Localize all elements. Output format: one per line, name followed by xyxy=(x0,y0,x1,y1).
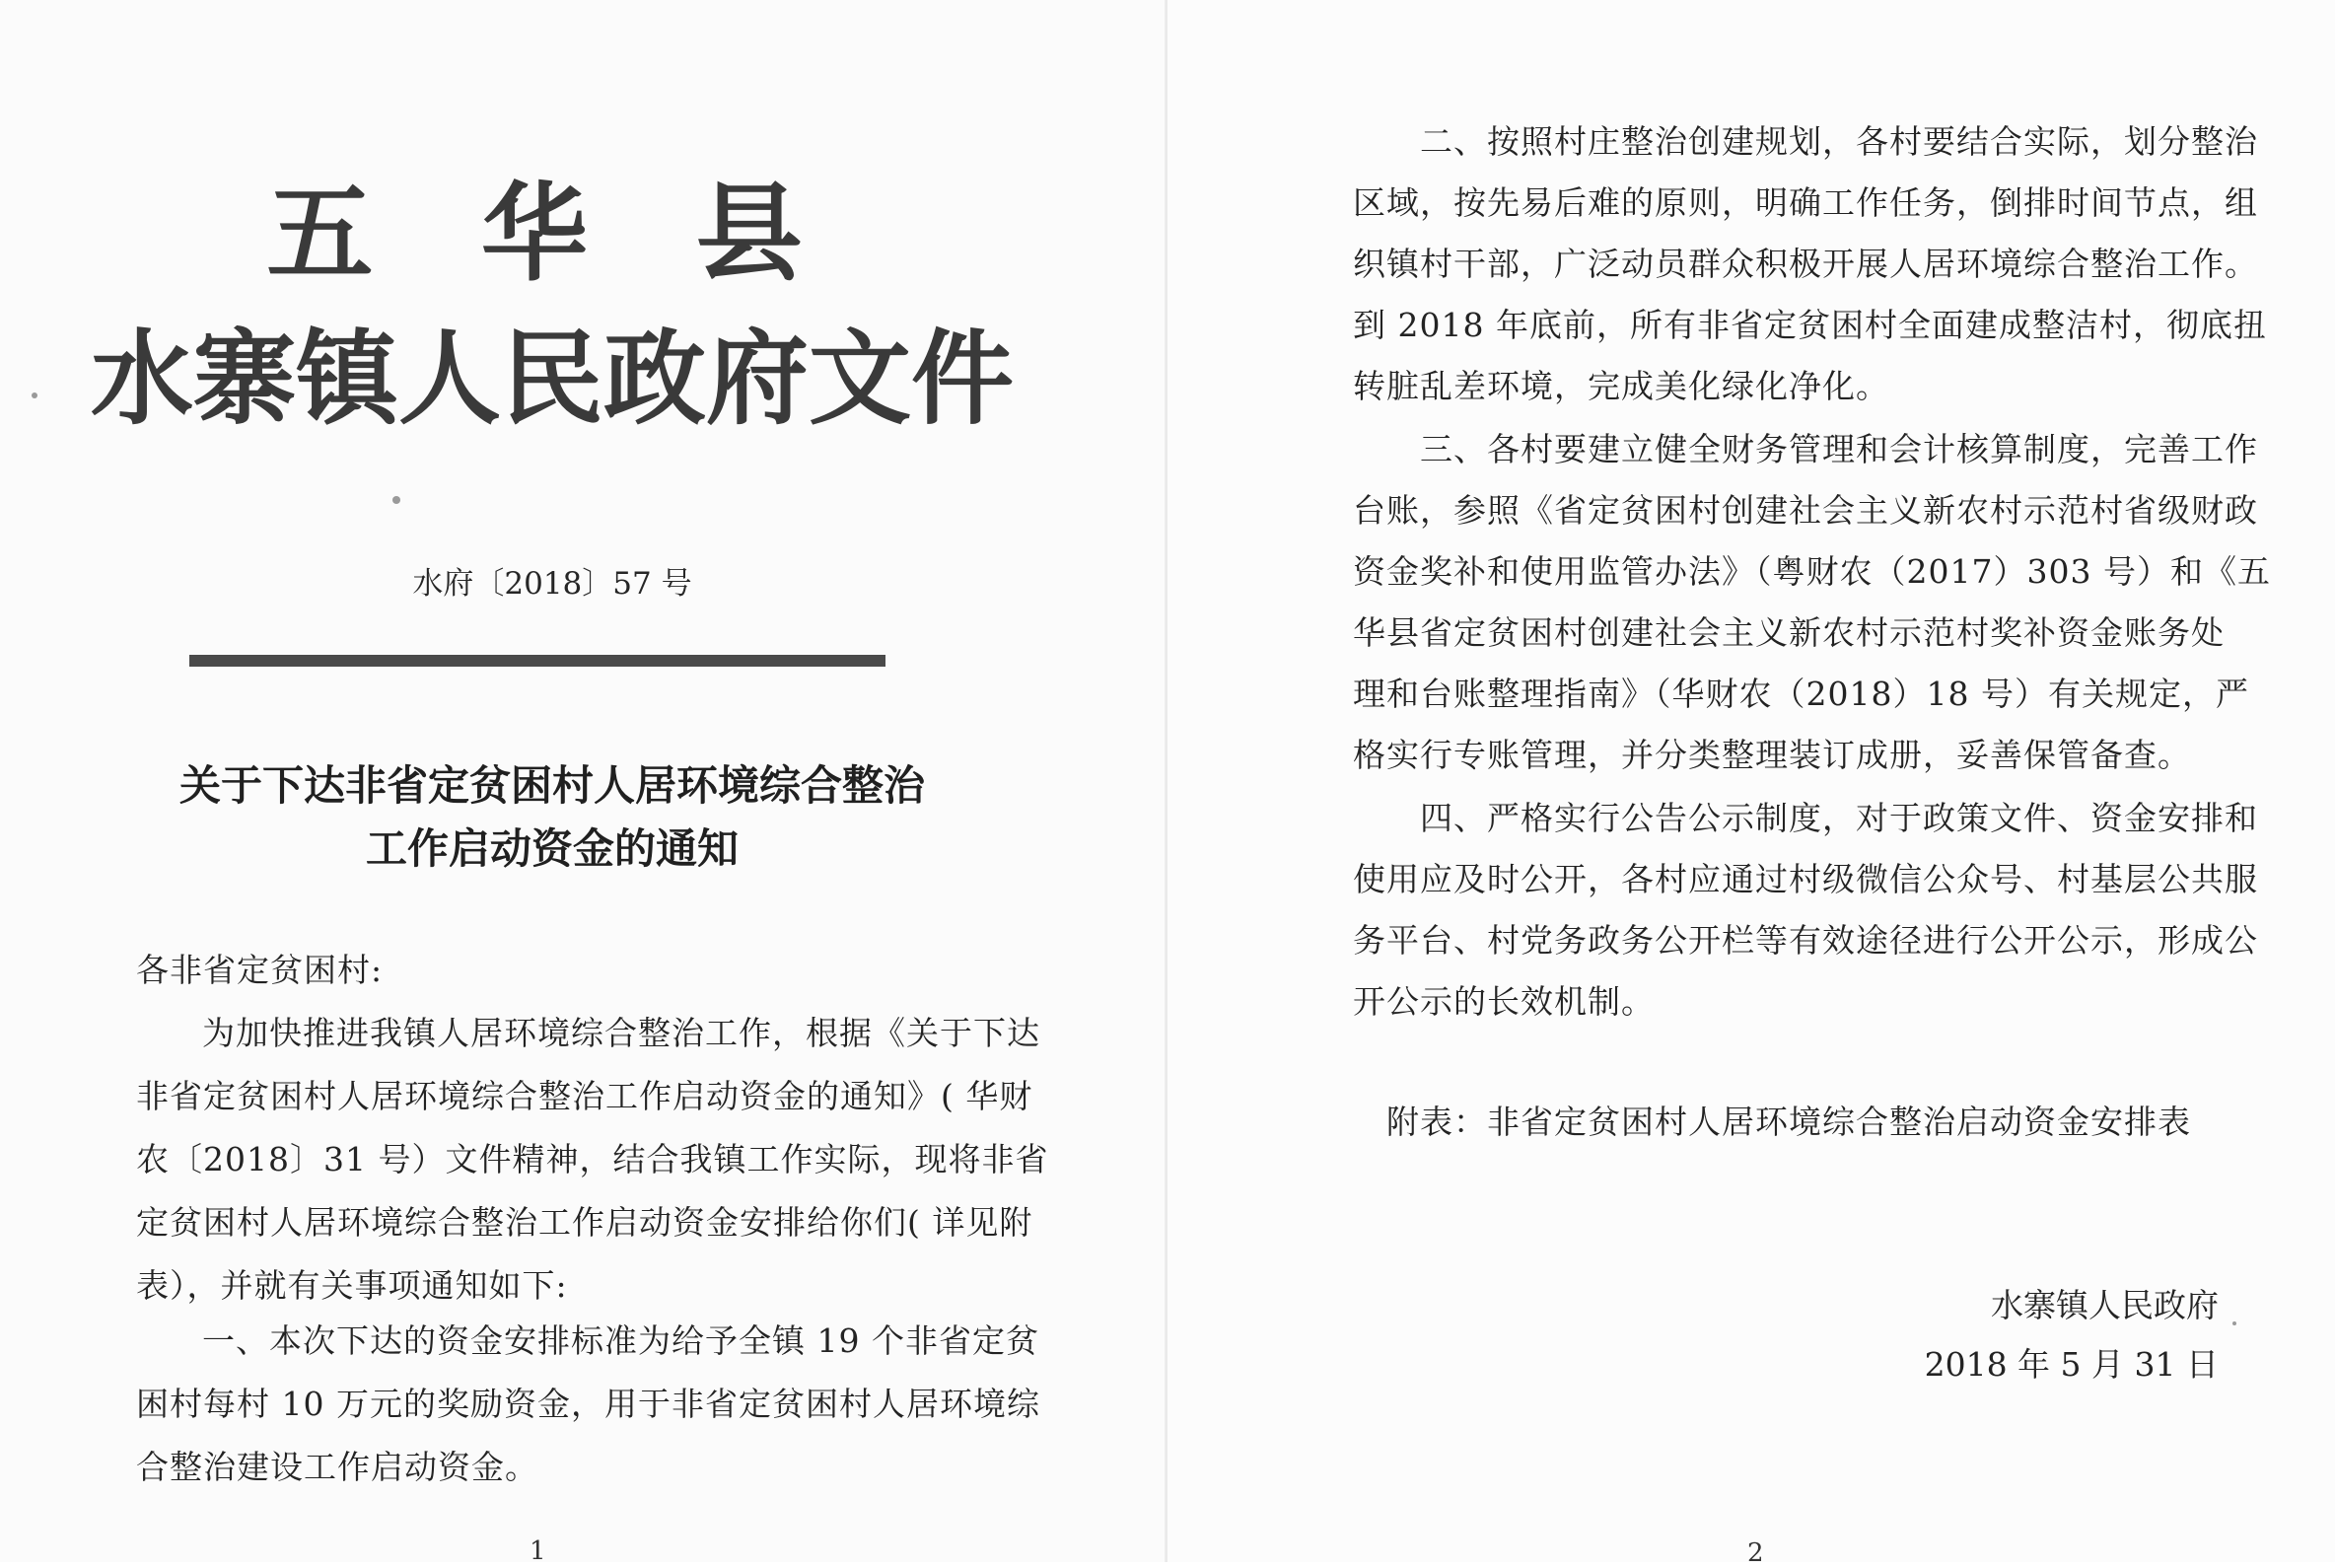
page-number-right: 2 xyxy=(1747,1538,1764,1568)
body-line: 理和台账整理指南》（华财农（2018）18 号）有关规定，严 xyxy=(1353,675,2249,713)
page-1 xyxy=(0,0,1168,1566)
scan-speck xyxy=(2232,1321,2236,1325)
body-line: 到 2018 年底前，所有非省定贫困村全面建成整洁村，彻底扭 xyxy=(1353,306,2267,344)
page-number-left: 1 xyxy=(530,1536,546,1566)
body-line: 定贫困村人居环境综合整治工作启动资金安排给你们( 详见附 xyxy=(136,1203,1033,1242)
body-line: 转脏乱差环境，完成美化绿化净化。 xyxy=(1353,367,1889,405)
page-2 xyxy=(1168,0,2335,1568)
body-line: 织镇村干部，广泛动员群众积极开展人居环境综合整治工作。 xyxy=(1353,245,2258,283)
body-line: 开公示的长效机制。 xyxy=(1353,982,1655,1021)
body-line: 合整治建设工作启动资金。 xyxy=(136,1448,538,1486)
subject-line-1: 关于下达非省定贫困村人居环境综合整治 xyxy=(178,761,925,810)
attachment-note: 附表：非省定贫困村人居环境综合整治启动资金安排表 xyxy=(1386,1103,2191,1141)
signature-date: 2018 年 5 月 31 日 xyxy=(1924,1345,2219,1384)
body-line: 资金奖补和使用监管办法》（粤财农（2017）303 号）和《五 xyxy=(1353,552,2271,591)
body-line: 区域，按先易后难的原则，明确工作任务，倒排时间节点，组 xyxy=(1353,183,2258,222)
issuer-title: 水寨镇人民政府文件 xyxy=(90,319,1014,439)
body-line: 非省定贫困村人居环境综合整治工作启动资金的通知》( 华财 xyxy=(136,1077,1033,1115)
body-line: 务平台、村党务政务公开栏等有效途径进行公开公示，形成公 xyxy=(1353,921,2258,960)
body-line: 华县省定贫困村创建社会主义新农村示范村奖补资金账务处 xyxy=(1353,613,2225,652)
body-line: 台账，参照《省定贫困村创建社会主义新农村示范村省级财政 xyxy=(1353,491,2258,530)
body-line: 表），并就有关事项通知如下: xyxy=(136,1266,568,1305)
county-title: 五 华 县 xyxy=(266,173,838,296)
body-line: 二、按照村庄整治创建规划，各村要结合实际，划分整治 xyxy=(1420,122,2258,161)
body-line: 格实行专账管理，并分类整理装订成册，妥善保管备查。 xyxy=(1353,736,2191,774)
header-divider xyxy=(189,655,885,667)
body-line: 一、本次下达的资金安排标准为给予全镇 19 个非省定贫 xyxy=(202,1321,1039,1360)
salutation: 各非省定贫困村: xyxy=(136,951,384,989)
scan-speck xyxy=(32,392,37,398)
signature-org: 水寨镇人民政府 xyxy=(1991,1286,2219,1324)
body-line: 三、各村要建立健全财务管理和会计核算制度，完善工作 xyxy=(1420,430,2258,468)
subject-line-2: 工作启动资金的通知 xyxy=(365,824,739,873)
body-line: 使用应及时公开，各村应通过村级微信公众号、村基层公共服 xyxy=(1353,860,2258,898)
document-number: 水府〔2018〕57 号 xyxy=(412,566,692,602)
body-line: 为加快推进我镇人居环境综合整治工作，根据《关于下达 xyxy=(202,1014,1040,1052)
body-line: 困村每村 10 万元的奖励资金，用于非省定贫困村人居环境综 xyxy=(136,1385,1040,1423)
body-line: 四、严格实行公告公示制度，对于政策文件、资金安排和 xyxy=(1420,799,2258,837)
scan-speck xyxy=(392,496,400,504)
body-line: 农〔2018〕31 号）文件精神，结合我镇工作实际，现将非省 xyxy=(136,1140,1049,1178)
